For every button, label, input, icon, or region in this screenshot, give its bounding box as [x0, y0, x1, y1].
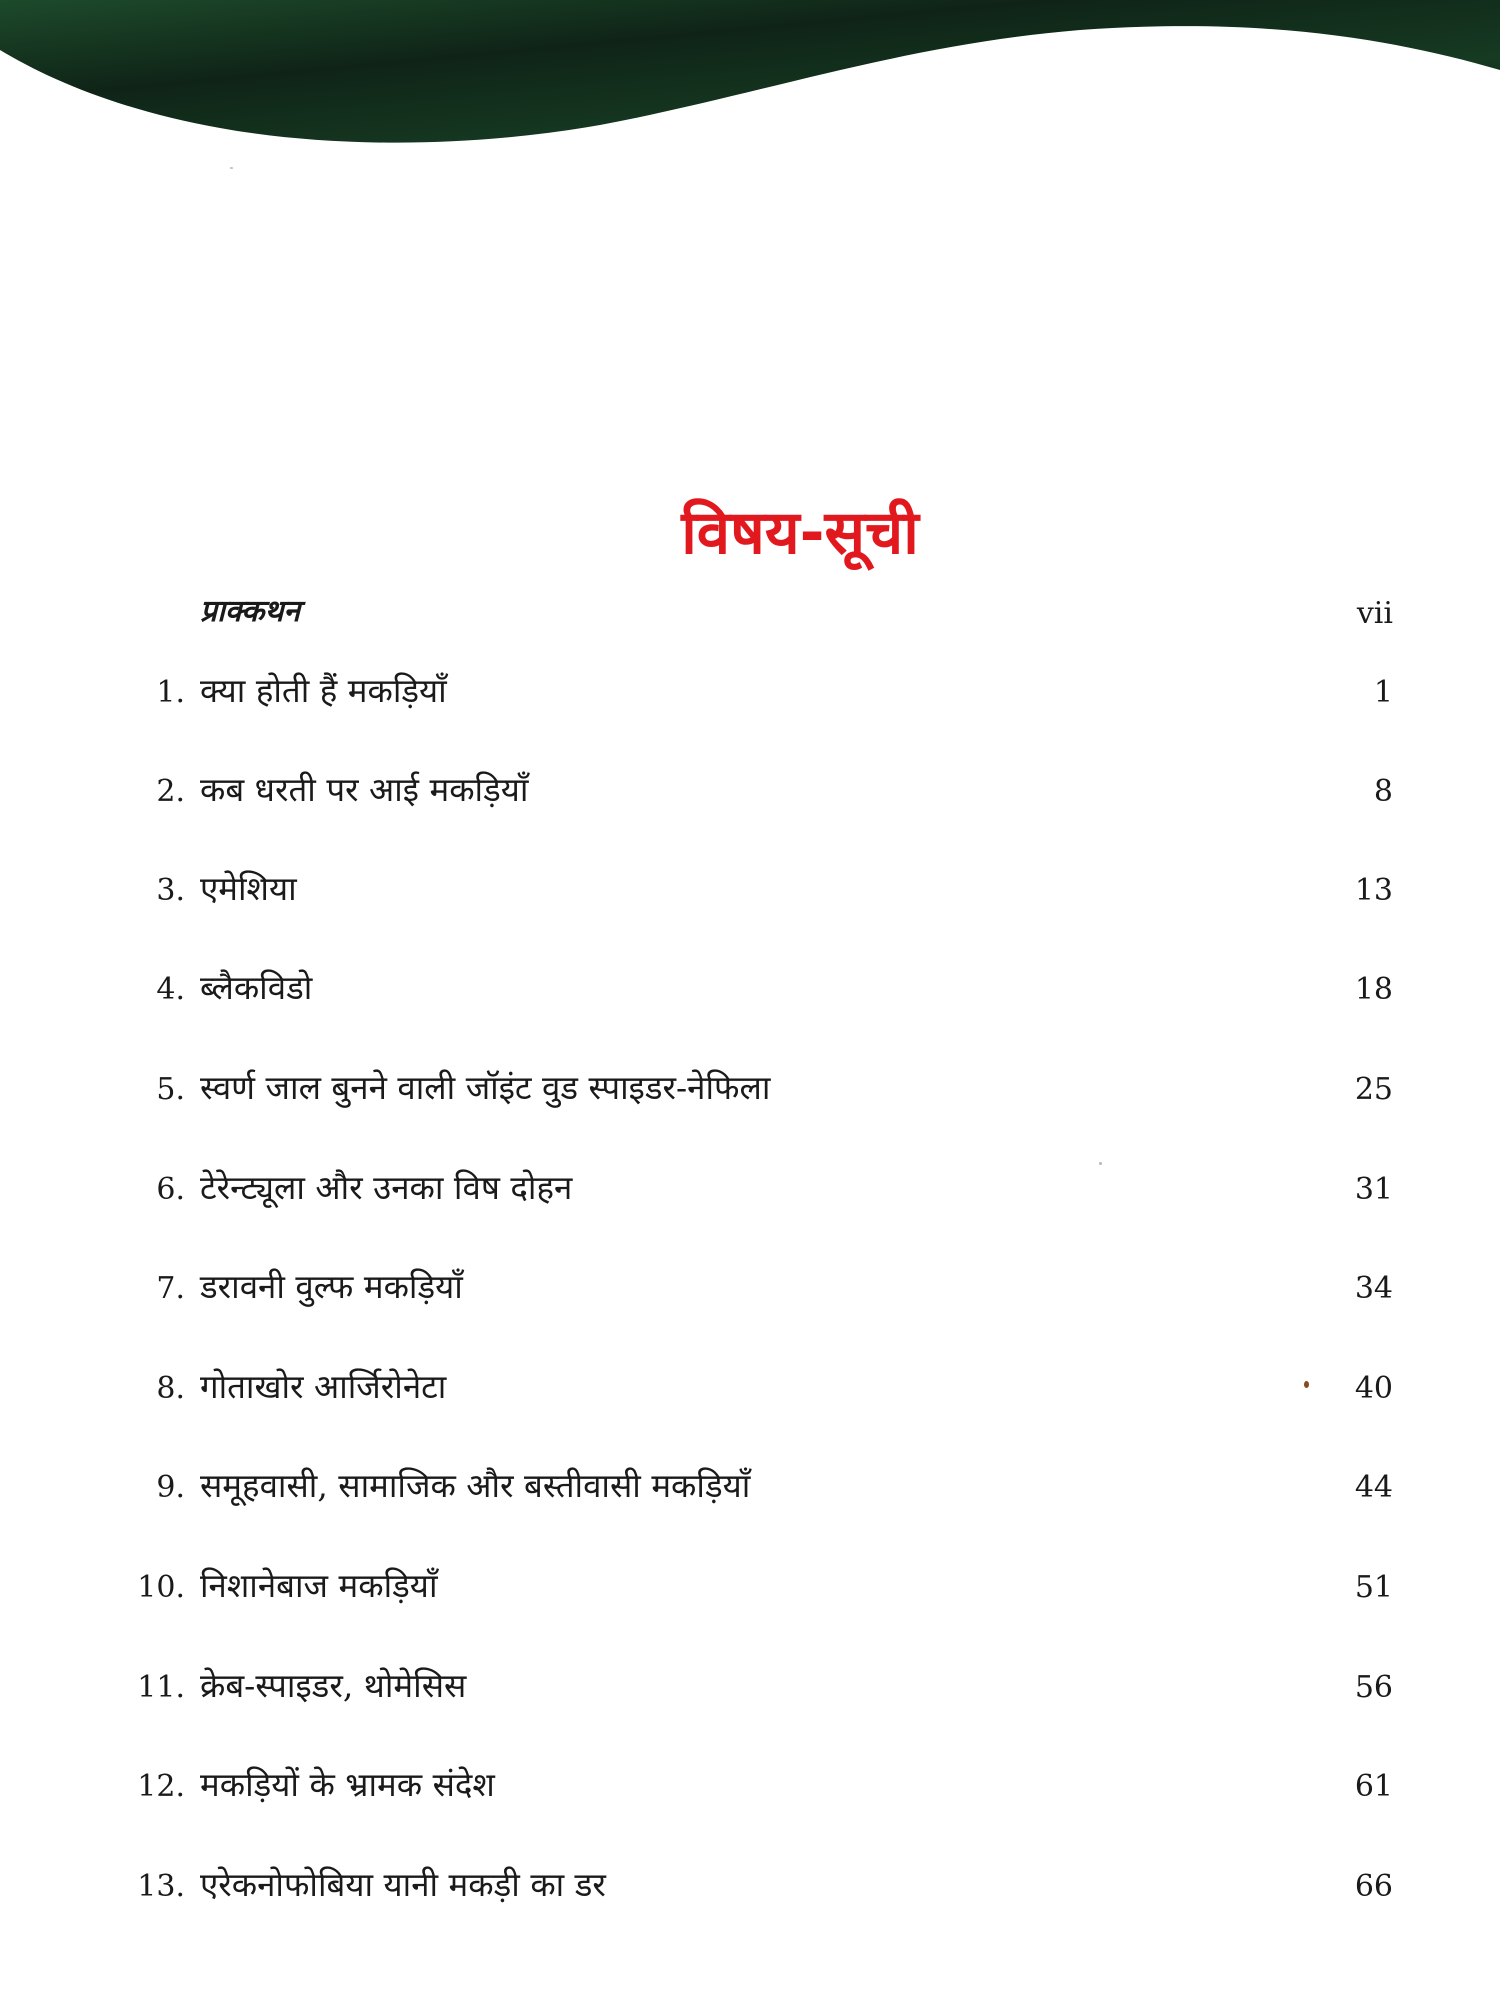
- page-number: 44: [1354, 1470, 1393, 1505]
- contents-entry: [0, 1660, 1500, 1714]
- chapter-title: निशानेबाज मकड़ियाँ: [200, 1566, 438, 1605]
- page-number: 1: [1373, 675, 1393, 710]
- chapter-number: 2.: [156, 774, 185, 809]
- chapter-title: समूहवासी, सामाजिक और बस्तीवासी मकड़ियाँ: [200, 1466, 751, 1505]
- contents-entry: [0, 962, 1500, 1016]
- contents-entry: [0, 665, 1500, 719]
- print-speck: [1304, 1381, 1309, 1388]
- chapter-number: 7.: [156, 1271, 185, 1306]
- chapter-number: 8.: [156, 1371, 185, 1406]
- chapter-title: एरेकनोफोबिया यानी मकड़ी का डर: [200, 1865, 606, 1904]
- page-number: 31: [1354, 1172, 1393, 1207]
- chapter-title: कब धरती पर आई मकड़ियाँ: [200, 770, 529, 809]
- page-number: 40: [1354, 1371, 1393, 1406]
- print-speck: [1099, 1162, 1102, 1165]
- chapter-number: 5.: [156, 1072, 185, 1107]
- chapter-number: 1.: [156, 675, 185, 710]
- page-number: 61: [1354, 1769, 1393, 1804]
- page-number: 34: [1354, 1271, 1393, 1306]
- contents-entry: [0, 1560, 1500, 1614]
- chapter-number: 3.: [156, 873, 185, 908]
- chapter-title: एमेशिया: [200, 869, 297, 908]
- chapter-number: 9.: [156, 1470, 185, 1505]
- print-speck: [230, 167, 233, 169]
- preface-page-number: vii: [1356, 596, 1393, 631]
- chapter-number: 13.: [137, 1869, 185, 1904]
- contents-entry: [0, 1361, 1500, 1415]
- chapter-title: मकड़ियों के भ्रामक संदेश: [200, 1765, 495, 1804]
- preface-row: [0, 586, 1500, 640]
- contents-entry: [0, 1062, 1500, 1116]
- chapter-title: गोताखोर आर्जिरोनेटा: [200, 1367, 447, 1406]
- chapter-title: डरावनी वुल्फ मकड़ियाँ: [200, 1267, 463, 1306]
- contents-entry: [0, 1261, 1500, 1315]
- chapter-number: 4.: [156, 972, 185, 1007]
- chapter-number: 10.: [137, 1570, 185, 1605]
- page-number: 66: [1354, 1869, 1393, 1904]
- chapter-title: टेरेन्ट्यूला और उनका विष दोहन: [200, 1168, 573, 1207]
- contents-entry: [0, 764, 1500, 818]
- chapter-number: 12.: [137, 1769, 185, 1804]
- contents-entry: [0, 1759, 1500, 1813]
- page-number: 56: [1354, 1670, 1393, 1705]
- contents-entry: [0, 1859, 1500, 1913]
- page-number: 25: [1354, 1072, 1393, 1107]
- page-number: 51: [1354, 1570, 1393, 1605]
- contents-title: विषय-सूची: [681, 498, 919, 569]
- chapter-title: ब्लैकविडो: [200, 968, 313, 1007]
- chapter-number: 11.: [137, 1670, 185, 1705]
- preface-label: प्राक्कथन: [200, 594, 301, 629]
- chapter-title: क्या होती हैं मकड़ियाँ: [200, 671, 447, 710]
- contents-entry: [0, 1162, 1500, 1216]
- page-number: 13: [1354, 873, 1393, 908]
- chapter-number: 6.: [156, 1172, 185, 1207]
- contents-entry: [0, 863, 1500, 917]
- page-number: 18: [1354, 972, 1393, 1007]
- chapter-title: स्वर्ण जाल बुनने वाली जॉइंट वुड स्पाइडर-नेफिला: [200, 1068, 771, 1107]
- contents-entry: [0, 1460, 1500, 1514]
- page-number: 8: [1373, 774, 1393, 809]
- chapter-title: क्रेब-स्पाइडर, थोमेसिस: [200, 1666, 467, 1705]
